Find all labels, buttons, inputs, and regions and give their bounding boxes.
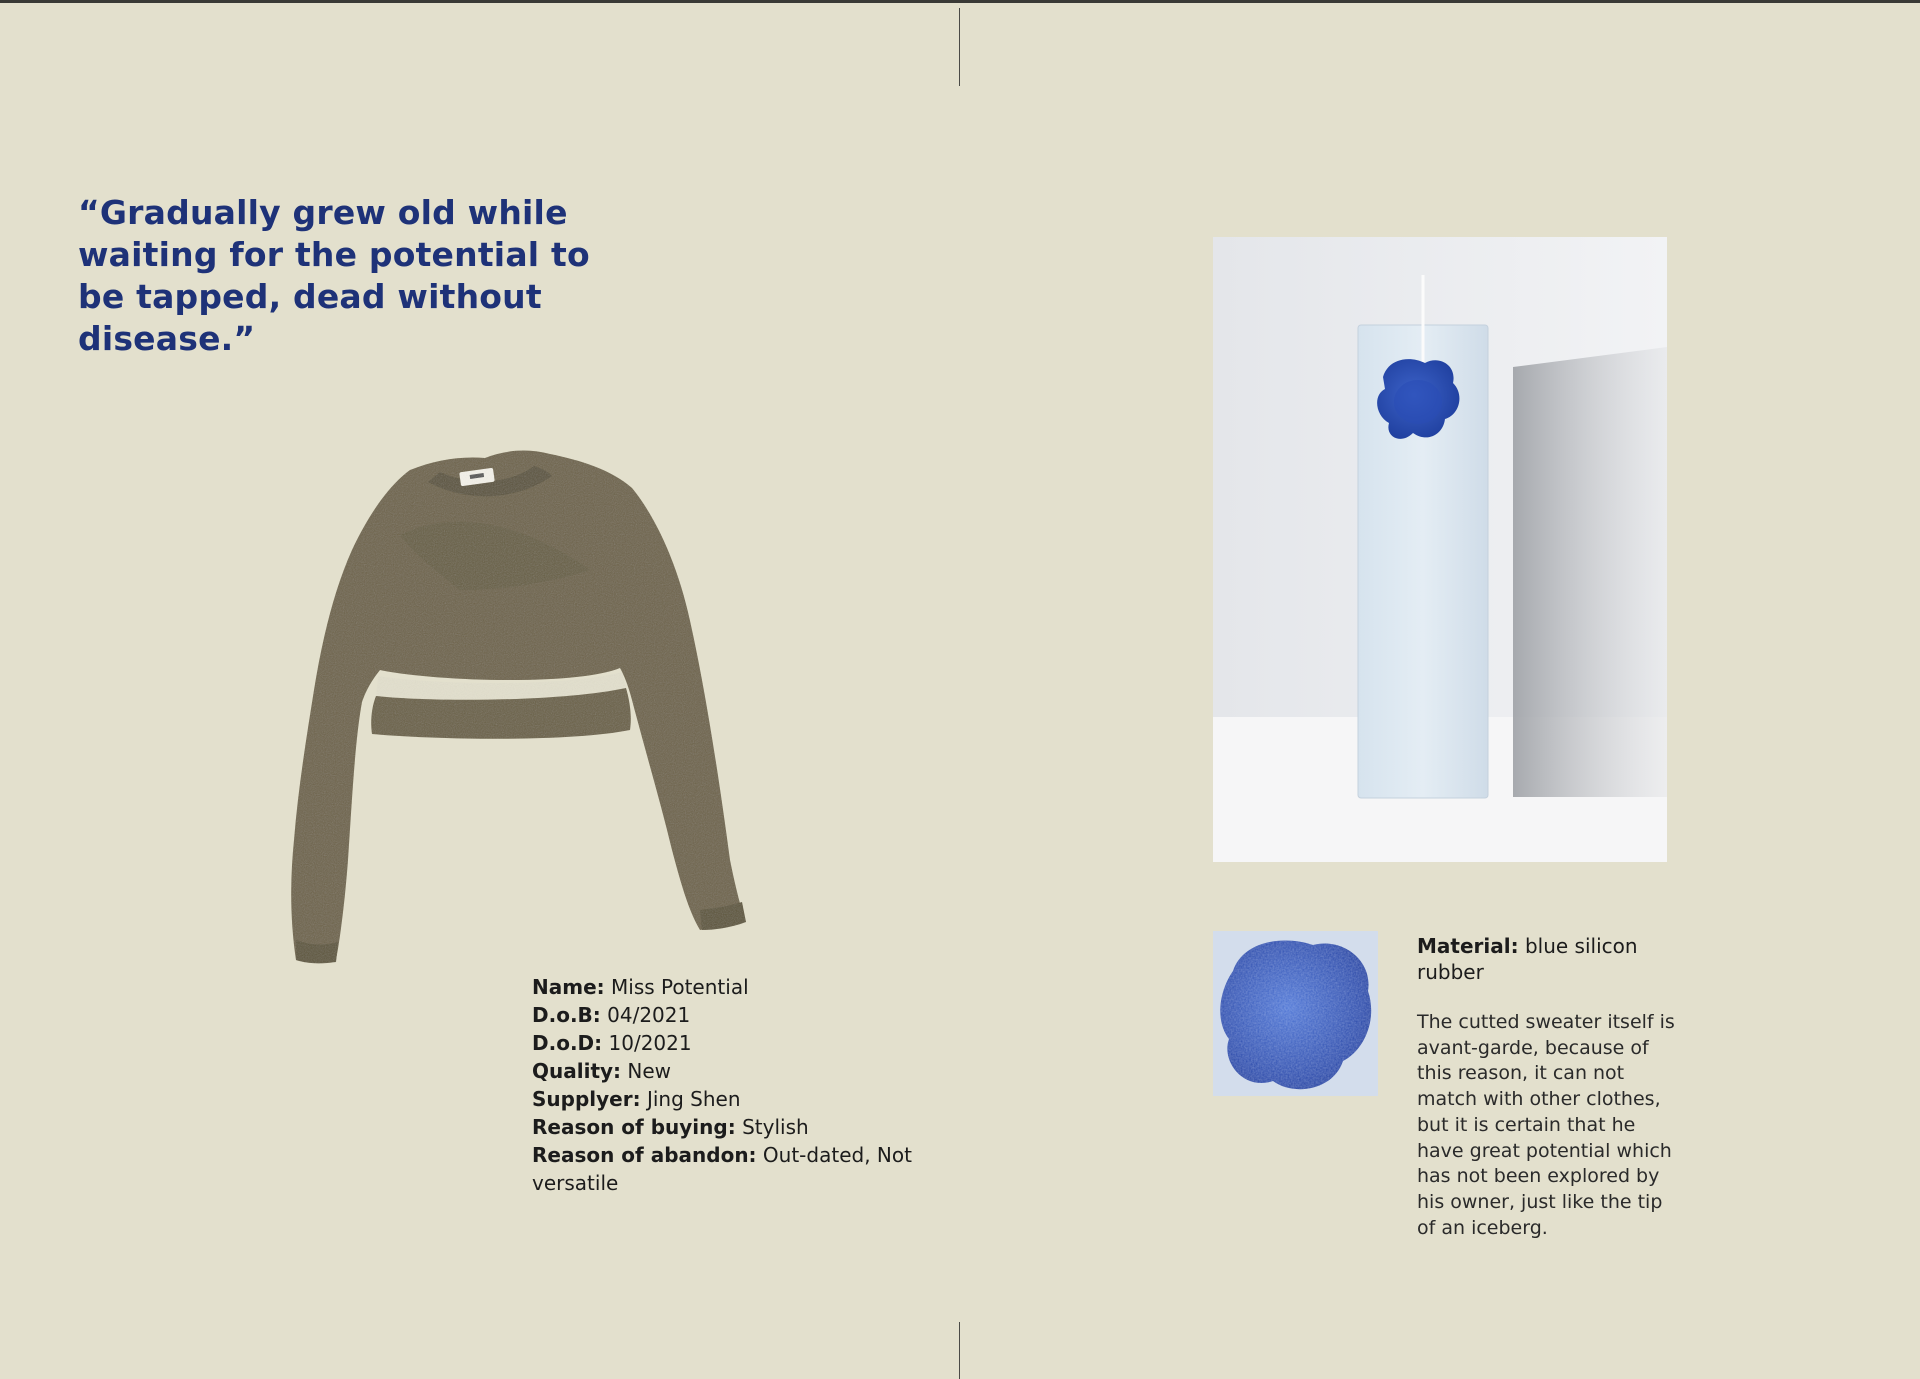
silicone-swatch-image [1213,931,1378,1096]
detail-name: Name: Miss Potential [532,975,749,999]
pull-quote: “Gradually grew old while waiting for the potential to be tapped, dead without disease.” [78,193,590,358]
material-description: The cutted sweater itself is avant-garde, because of this reason, it can not match with other clothes, but it is certain that he have great potential which has not been explored by his owner, just like the tip of an iceberg. [1417,1011,1675,1239]
detail-dob: D.o.B: 04/2021 [532,1003,691,1027]
item-details [532,973,912,1197]
detail-dod: D.o.D: 10/2021 [532,1031,692,1055]
detail-reason-buying: Reason of buying: Stylish [532,1115,809,1139]
top-rule [0,0,1920,3]
detail-quality: Quality: New [532,1059,672,1083]
gutter-line-top [959,8,960,86]
detail-supplyer: Supplyer: Jing Shen [532,1087,741,1111]
material-line: Material: blue silicon rubber [1417,934,1638,984]
sweater-image [260,440,770,970]
silicone-block-photo [1213,237,1667,862]
gutter-line-bottom [959,1322,960,1379]
detail-reason-abandon: Reason of abandon: Out-dated, Not versatile [532,1143,912,1195]
